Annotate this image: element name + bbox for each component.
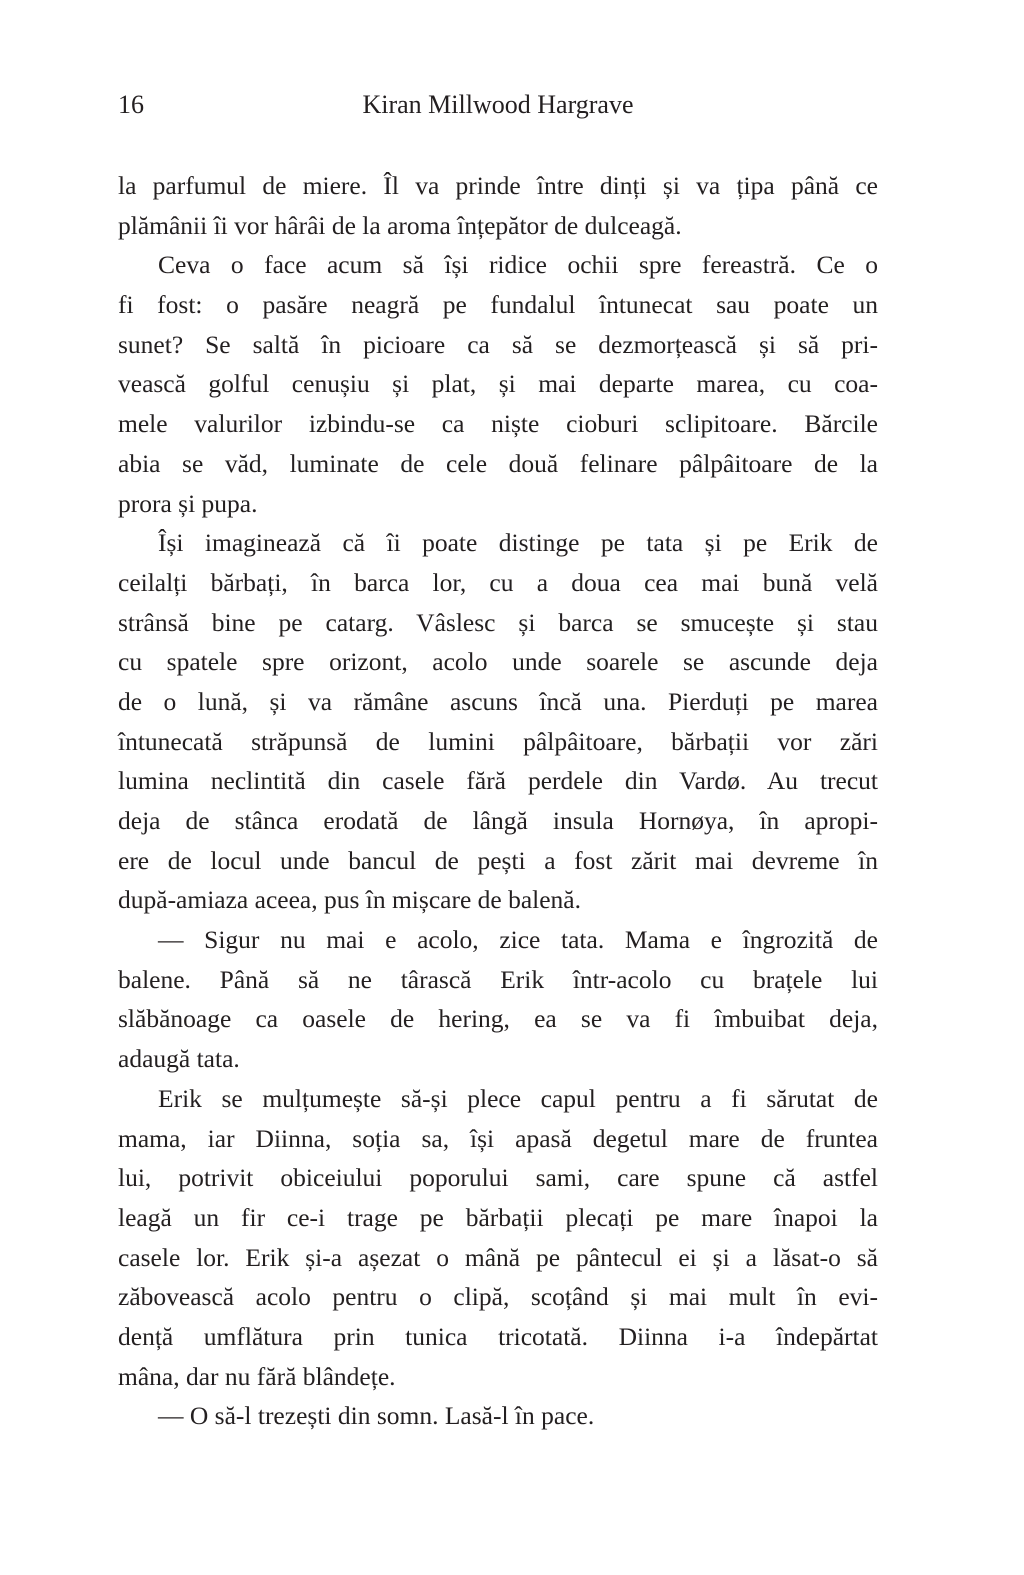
text-line: Ceva o face acum să își ridice ochii spre fereastră. Ce o bbox=[158, 250, 878, 280]
text-line: adaugă tata. bbox=[118, 1044, 240, 1074]
text-line: dență umflătura prin tunica tricotată. Diinna i-a îndepărtat bbox=[118, 1321, 878, 1351]
text-line: leagă un fir ce-i trage pe bărbații plecați pe mare înapoi la bbox=[118, 1202, 878, 1232]
text-line: ere de locul unde bancul de pești a fost zărit mai devreme în bbox=[118, 845, 878, 875]
paragraph bbox=[118, 1396, 878, 1436]
text-line: mâna, dar nu fără blândețe. bbox=[118, 1361, 396, 1391]
paragraph bbox=[118, 166, 878, 245]
text-line: casele lor. Erik și-a așezat o mână pe pântecul ei și a lăsat-o să bbox=[118, 1242, 878, 1272]
paragraph bbox=[118, 920, 878, 1079]
text-line: ceilalți bărbați, în barca lor, cu a doua cea mai bună velă bbox=[118, 567, 878, 597]
text-line: lui, potrivit obiceiului poporului sami, care spune că astfel bbox=[118, 1163, 878, 1193]
text-line: după-amiaza aceea, pus în mișcare de balenă. bbox=[118, 885, 581, 915]
text-line: vească golful cenușiu și plat, și mai departe marea, cu coa- bbox=[118, 369, 878, 399]
text-line: abia se văd, luminate de cele două felinare pâlpâitoare de la bbox=[118, 448, 878, 478]
text-line: deja de stânca erodată de lângă insula Hornøya, în apropi- bbox=[118, 806, 878, 835]
page-header bbox=[118, 90, 878, 126]
text-line: cu spatele spre orizont, acolo unde soarele se ascunde deja bbox=[118, 647, 878, 677]
text-line: Își imaginează că îi poate distinge pe tata și pe Erik de bbox=[158, 528, 878, 558]
text-line: slăbănoage ca oasele de hering, ea se va fi îmbuibat deja, bbox=[118, 1004, 878, 1034]
text-line: de o lună, și va rămâne ascuns încă una. Pierduți pe marea bbox=[118, 686, 878, 716]
running-title: Kiran Millwood Hargrave bbox=[362, 90, 634, 119]
text-line: balene. Până să ne târască Erik într-acolo cu brațele lui bbox=[118, 964, 878, 994]
text-line: sunet? Se saltă în picioare ca să se dezmorțească și să pri- bbox=[118, 329, 878, 359]
body-text bbox=[118, 166, 878, 1436]
text-line: Erik se mulțumește să-și plece capul pentru a fi sărutat de bbox=[158, 1083, 878, 1113]
text-line: întunecată străpunsă de lumini pâlpâitoare, bărbații vor zări bbox=[118, 726, 878, 756]
text-line: mama, iar Diinna, soția sa, își apasă degetul mare de fruntea bbox=[118, 1123, 878, 1153]
paragraph bbox=[118, 1079, 878, 1397]
text-line: prora și pupa. bbox=[118, 488, 258, 518]
text-line: mele valurilor izbindu-se ca niște cioburi sclipitoare. Bărcile bbox=[118, 409, 878, 439]
text-line: lumina neclintită din casele fără perdele din Vardø. Au trecut bbox=[118, 766, 878, 796]
text-line: plămânii îi vor hârâi de la aroma înțepător de dulceagă. bbox=[118, 210, 682, 240]
text-line: strânsă bine pe catarg. Vâslesc și barca se smucește și stau bbox=[118, 607, 878, 637]
paragraph bbox=[118, 245, 878, 523]
text-line: — O să-l trezești din somn. Lasă-l în pace. bbox=[158, 1401, 595, 1431]
text-line: zăbovească acolo pentru o clipă, scoțând și mai mult în evi- bbox=[118, 1282, 878, 1312]
paragraph bbox=[118, 523, 878, 920]
page-number: 16 bbox=[118, 90, 144, 119]
text-line: fi fost: o pasăre neagră pe fundalul întunecat sau poate un bbox=[118, 290, 878, 320]
text-line: — Sigur nu mai e acolo, zice tata. Mama e îngrozită de bbox=[158, 925, 878, 955]
text-line: la parfumul de miere. Îl va prinde între dinți și va țipa până ce bbox=[118, 171, 878, 200]
